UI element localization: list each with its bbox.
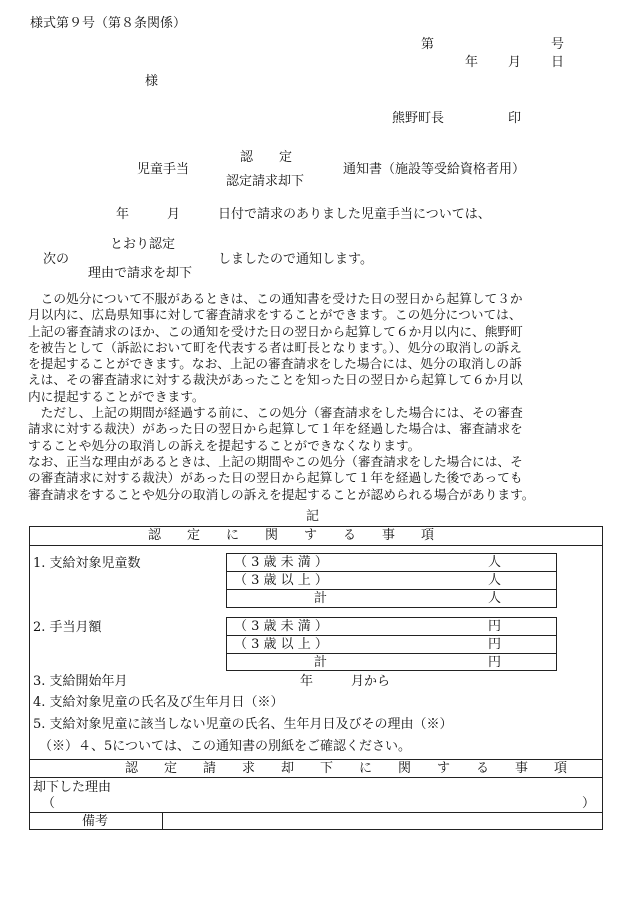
child-count-under3-label: （ 3 歳 未 満 ） bbox=[234, 555, 328, 570]
notice-line: することや処分の取消しの訴えを提起することができなくなります。 bbox=[28, 437, 421, 453]
ki-heading: 記 bbox=[306, 509, 320, 524]
item-non-eligible-label: 5. 支給対象児童に該当しない児童の氏名、生年月日及びその理由（※） bbox=[33, 717, 453, 732]
notice-line: なお、正当な理由があるときは、上記の期間やこの処分（審査請求をした場合には、そ bbox=[28, 453, 523, 469]
issuer-mayor: 熊野町長 bbox=[392, 111, 445, 126]
intro-ending: しましたので通知します。 bbox=[218, 252, 373, 267]
monthly-amount-under3-unit: 円 bbox=[488, 619, 502, 634]
monthly-amount-total-label: 計 bbox=[314, 655, 328, 670]
title-prefix: 児童手当 bbox=[137, 162, 190, 177]
rule bbox=[29, 759, 603, 760]
notice-line: を提起することができます。なお、上記の審査請求をした場合には、処分の取消しの訴 bbox=[28, 356, 522, 372]
rule bbox=[226, 635, 557, 636]
monthly-amount-under3-label: （ 3 歳 未 満 ） bbox=[234, 619, 328, 634]
rule bbox=[29, 812, 603, 813]
notice-line: 上記の審査請求のほか、この通知を受けた日の翌日から起算して６か月以内に、熊野町 bbox=[28, 323, 523, 339]
rejection-reason-label: 却下した理由 bbox=[33, 780, 112, 795]
intro-tsugi: 次の bbox=[43, 252, 70, 267]
notice-line: を被告として（訴訟において町を代表する者は町長となります。）、処分の取消しの訴え bbox=[28, 339, 522, 355]
doc-number-go: 号 bbox=[551, 37, 565, 52]
rule bbox=[226, 589, 557, 590]
form-number: 様式第９号（第８条関係） bbox=[30, 16, 187, 31]
attachment-note: （※）４、5については、この通知書の別紙をご確認ください。 bbox=[39, 739, 412, 754]
date-year: 年 bbox=[465, 55, 479, 70]
rule bbox=[226, 571, 557, 572]
section-approval-heading: 認 定 に 関 す る 事 項 bbox=[148, 528, 435, 543]
notice-line: えは、その審査請求に対する裁決があったことを知った日の翌日から起算して６か月以 bbox=[28, 372, 523, 388]
notice-line: 内に提起することができます。 bbox=[28, 388, 205, 404]
title-suffix: 通知書（施設等受給資格者用） bbox=[343, 162, 526, 177]
start-month-year: 年 bbox=[300, 674, 314, 689]
child-count-under3-unit: 人 bbox=[488, 555, 502, 570]
title-option-approve: 認 定 bbox=[240, 150, 293, 165]
notice-line: 請求に対する裁決）があった日の翌日から起算して１年を経過した場合は、審査請求を bbox=[28, 421, 523, 437]
notice-line: 月以内に、広島県知事に対して審査請求をすることができます。この処分については、 bbox=[28, 307, 522, 323]
date-month: 月 bbox=[508, 55, 522, 70]
doc-number-dai: 第 bbox=[421, 37, 435, 52]
child-count-over3-unit: 人 bbox=[488, 573, 502, 588]
seal-mark: 印 bbox=[508, 111, 522, 126]
intro-year: 年 bbox=[116, 207, 130, 222]
child-count-total-unit: 人 bbox=[488, 591, 502, 606]
rule bbox=[29, 545, 603, 546]
notice-line: 審査請求をすることや処分の取消しの訴えを提起することが認められる場合があります。 bbox=[28, 486, 535, 502]
intro-option-reject: 理由で請求を却下 bbox=[88, 266, 193, 281]
child-count-over3-label: （ 3 歳 以 上 ） bbox=[234, 573, 328, 588]
section-rejection-heading: 認 定 請 求 却 下 に 関 す る 事 項 bbox=[125, 761, 568, 776]
date-day: 日 bbox=[551, 55, 565, 70]
rule bbox=[226, 653, 557, 654]
notice-line: ただし、上記の期間が経過する前に、この処分（審査請求をした場合には、その審査 bbox=[28, 405, 523, 421]
child-count-total-label: 計 bbox=[314, 591, 328, 606]
monthly-amount-over3-unit: 円 bbox=[488, 637, 502, 652]
item-child-count-label: 1. 支給対象児童数 bbox=[33, 556, 141, 571]
item-child-names-label: 4. 支給対象児童の氏名及び生年月日（※） bbox=[33, 695, 284, 710]
item-monthly-amount-label: 2. 手当月額 bbox=[33, 620, 102, 635]
monthly-amount-over3-label: （ 3 歳 以 上 ） bbox=[234, 637, 328, 652]
recipient-sama: 様 bbox=[145, 74, 159, 89]
remarks-label: 備考 bbox=[82, 814, 109, 829]
intro-month: 月 bbox=[167, 207, 181, 222]
notice-line: の審査請求に対する裁決）があった日の翌日から起算して１年を経過した後であっても bbox=[28, 470, 523, 486]
reason-paren-close: ） bbox=[582, 796, 596, 811]
intro-option-approve: とおり認定 bbox=[110, 237, 176, 252]
monthly-amount-total-unit: 円 bbox=[488, 655, 502, 670]
title-option-reject: 認定請求却下 bbox=[226, 174, 305, 189]
item-start-month-label: 3. 支給開始年月 bbox=[33, 674, 128, 689]
intro-text: 日付で請求のありました児童手当については、 bbox=[218, 207, 491, 222]
notice-line: この処分について不服があるときは、この通知書を受けた日の翌日から起算して３か bbox=[28, 291, 523, 306]
reason-paren-open: （ bbox=[42, 796, 56, 811]
start-month-kara: 月から bbox=[351, 674, 391, 689]
appeal-notice bbox=[28, 291, 608, 503]
rule bbox=[162, 812, 163, 830]
rule bbox=[29, 777, 603, 778]
